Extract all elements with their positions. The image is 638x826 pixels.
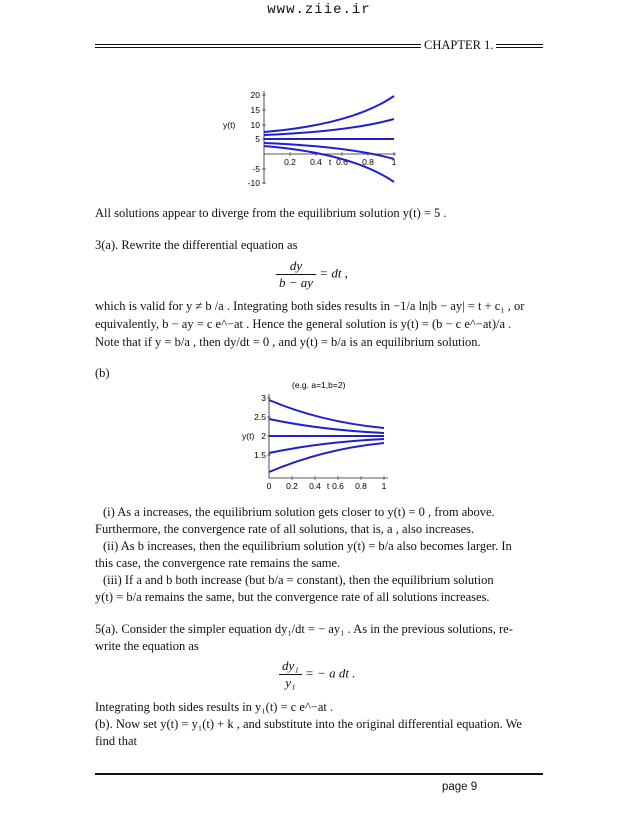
eq1-rhs: = dt , [319,265,348,281]
x-tick-label: 0.2 [286,481,298,491]
eq1-numerator: dy [276,258,316,275]
solution-curve [269,443,384,472]
y-tick-label: -5 [252,164,260,174]
y-tick-label: 10 [250,120,260,130]
y-tick-label: 2.5 [254,412,266,422]
eq2-rhs: = − a dt . [305,665,356,681]
figure-1-plot [222,88,412,192]
item-i-line2: Furthermore, the convergence rate of all solutions, that is, a , also increases. [95,522,475,536]
paragraph-3a-line2: equivalently, b − ay = c e^−at . Hence the general solution is y(t) = (b − c e^−at)/a . [95,317,512,331]
header-rule [496,47,543,48]
item-ii-line1: (ii) As b increases, then the equilibrium solution y(t) = b/a also becomes larger. In [103,539,512,553]
eq1-denominator: b − ay [279,275,314,290]
figure-1 [222,88,412,192]
figure-2-plot [242,380,392,492]
figure-2-annotation: (e.g. a=1,b=2) [292,380,346,390]
figure-2 [242,380,392,492]
site-watermark: www.ziie.ir [267,2,371,18]
part5-line1: 5(a). Consider the simpler equation dy₁/dt = − ay₁ . As in the previous solutions, re- [95,622,513,636]
part5-line4: (b). Now set y(t) = y₁(t) + k , and substitute into the original differential equation. We [95,717,522,731]
x-tick-label: 0.2 [284,157,296,167]
solution-curve [264,96,394,132]
part5-line3: Integrating both sides results in y₁(t) = c e^−at . [95,700,334,714]
y-axis-label: y(t) [242,431,255,441]
footer-rule [95,773,543,775]
item-iii-line2: y(t) = b/a remains the same, but the convergence rate of all solutions increases. [95,590,490,604]
solution-curve [269,400,384,428]
x-tick-label: 0.4 [310,157,322,167]
part5-line5: find that [95,734,138,748]
x-tick-label: 1 [391,157,397,167]
part5-line2: write the equation as [95,639,199,653]
x-tick-label: 0.8 [362,157,374,167]
x-tick-label: 1 [381,481,387,491]
y-tick-label: -10 [247,178,260,188]
x-tick-label: 0 [266,481,272,491]
x-axis-label: t [328,157,332,167]
item-iii-line1: (iii) If a and b both increase (but b/a = constant), then the equilibrium solution [103,573,494,587]
paragraph-3a-line3: Note that if y = b/a , then dy/dt = 0 , and y(t) = b/a is an equilibrium solution. [95,335,481,349]
item-ii-line2: this case, the convergence rate remains the same. [95,556,341,570]
paragraph-equilibrium: All solutions appear to diverge from the equilibrium solution y(t) = 5 . [95,206,447,220]
paragraph-3a-line1: which is valid for y ≠ b /a . Integrating both sides results in −1/a ln|b − ay| = t + c₁ , or [95,299,525,313]
item-i-line1: (i) As a increases, the equilibrium solution gets closer to y(t) = 0 , from above. [103,505,495,519]
equation-2 [279,658,355,691]
y-tick-label: 3 [261,393,266,403]
x-tick-label: 0.6 [336,157,348,167]
y-tick-label: 5 [255,134,260,144]
header-rule [496,44,543,45]
equation-1 [276,258,348,291]
x-tick-label: 0.4 [309,481,321,491]
page-number: page 9 [442,781,478,793]
header-rule [95,44,421,45]
y-tick-label: 2 [261,431,266,441]
part-b-label: (b) [95,366,110,380]
eq2-numerator: dy₁ [279,658,302,675]
paragraph-3a: 3(a). Rewrite the differential equation as [95,238,298,252]
chapter-label: CHAPTER 1. [424,38,494,52]
y-tick-label: 20 [250,90,260,100]
header-rule [95,47,421,48]
eq2-denominator: y₁ [285,675,296,690]
x-tick-label: 0.8 [355,481,367,491]
x-axis-label: t [326,481,330,491]
y-axis-label: y(t) [223,120,236,130]
y-tick-label: 1.5 [254,450,266,460]
y-tick-label: 15 [250,105,260,115]
x-tick-label: 0.6 [332,481,344,491]
